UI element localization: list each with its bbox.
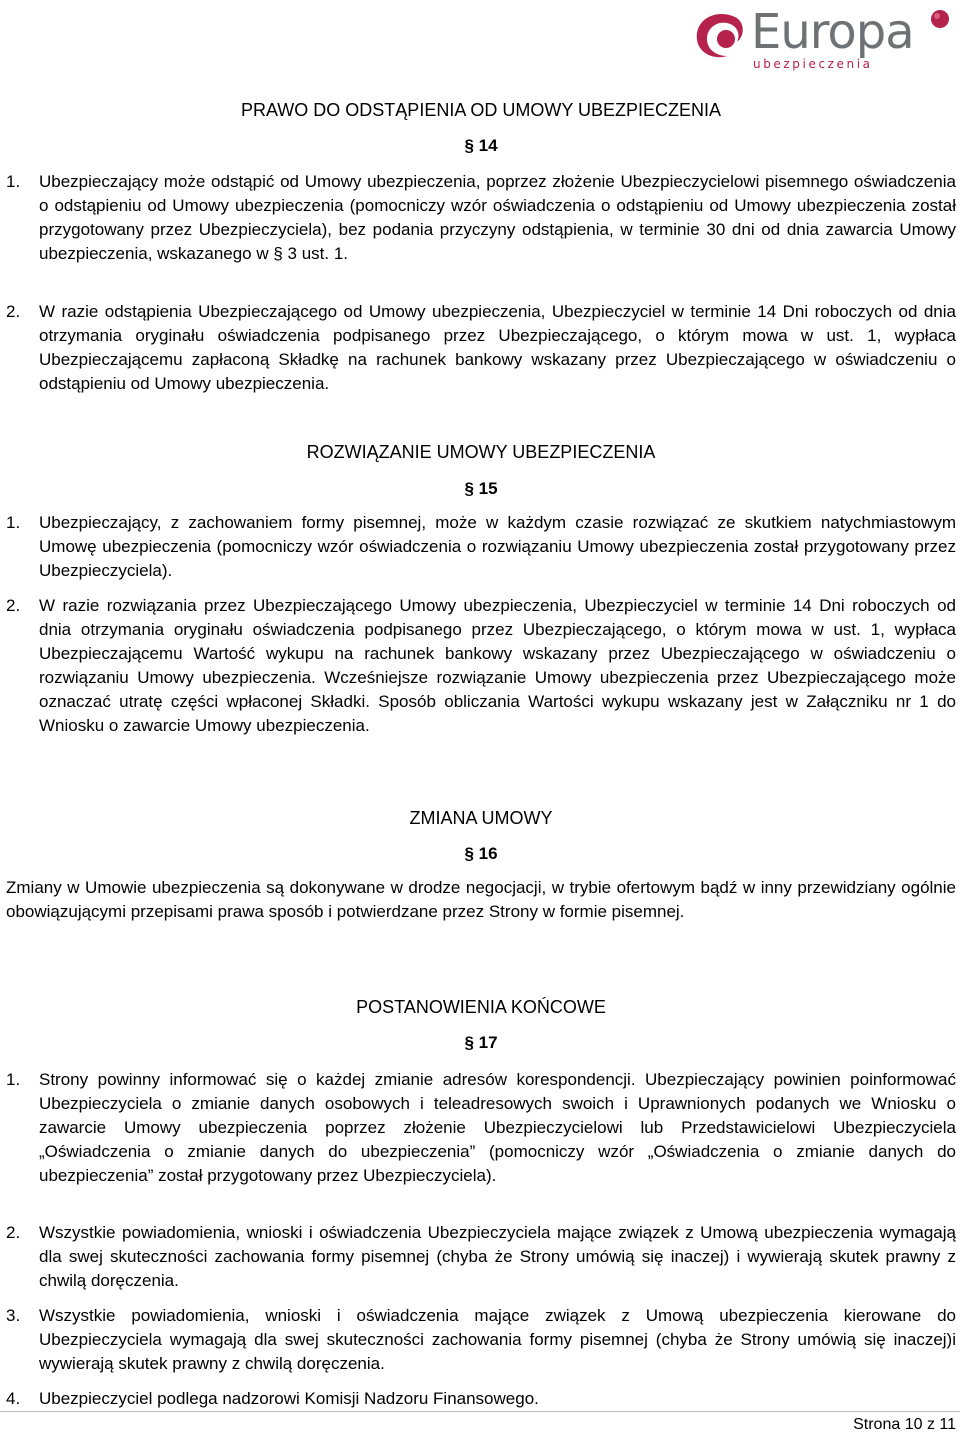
item-text: Ubezpieczyciel podlega nadzorowi Komisji Nadzoru Finansowego. [39,1389,539,1408]
section-14-title: PRAWO DO ODSTĄPIENIA OD UMOWY UBEZPIECZENIA [240,100,722,120]
section-15-item-2 [6,594,956,738]
section-16-title: ZMIANA UMOWY [409,808,553,828]
footer-divider [0,1411,960,1412]
section-15-number: § 15 [464,479,498,498]
section-17-title: POSTANOWIENIA KOŃCOWE [356,997,606,1017]
item-number: 4. [6,1389,21,1408]
item-number: 2. [6,596,21,615]
item-number: 1. [6,172,21,191]
logo-swirl-icon [693,10,751,62]
section-14-item-2 [6,300,956,396]
item-number: 1. [6,1070,21,1089]
logo-dot-icon [927,6,953,32]
item-text: Wszystkie powiadomienia, wnioski i oświadczenia mające związek z Umową ubezpieczenia kierowane do Ubezpieczyciela wymagają dla swej skuteczności zachowania formy pisemnej (chyba że Strony umówią się inaczej)i wywierają skutek prawny z chwilą doręczenia. [39,1306,956,1373]
section-17-item-4 [6,1387,956,1411]
item-text: W razie odstąpienia Ubezpieczającego od Umowy ubezpieczenia, Ubezpieczyciel w terminie 14 Dni roboczych od dnia otrzymania oryginału oświadczenia podpisanego przez Ubezpieczającego, o którym mowa w ust. 1, wypłaca Ubezpieczającemu zapłaconą Składkę na rachunek bankowy wskazany przez Ubezpieczającego w oświadczeniu o odstąpieniu od Umowy ubezpieczenia. [39,302,956,393]
section-17-item-1 [6,1068,956,1188]
section-17-item-2 [6,1221,956,1293]
section-14-item-1 [6,170,956,266]
item-text: Strony powinny informować się o każdej zmianie adresów korespondencji. Ubezpieczający powinien poinformować Ubezpieczyciela o zmianie danych osobowych i teleadresowych swoich i Uprawnionych podanych we Wniosku o zawarcie Umowy ubezpieczenia poprzez złożenie Ubezpieczycielowi lub Przedstawicielowi Ubezpieczyciela „Oświadczenia o zmianie danych do ubezpieczenia” (pomocniczy wzór „Oświadczenia o zmianie danych do ubezpieczenia” został przygotowany przez Ubezpieczyciela). [39,1070,956,1185]
item-text: Ubezpieczający, z zachowaniem formy pisemnej, może w każdym czasie rozwiązać ze skutkiem natychmiastowym Umowę ubezpieczenia (pomocniczy wzór oświadczenia o rozwiązaniu Umowy ubezpieczenia został przygotowany przez Ubezpieczyciela). [39,513,956,580]
logo-wordmark: Europa [751,4,914,60]
section-17-item-3 [6,1304,956,1376]
section-15-item-1 [6,511,956,583]
item-number: 3. [6,1306,21,1325]
section-16-number: § 16 [464,844,498,863]
section-17-number: § 17 [464,1033,498,1052]
europa-logo [693,4,955,74]
item-number: 1. [6,513,21,532]
section-15-title: ROZWIĄZANIE UMOWY UBEZPIECZENIA [306,442,656,462]
item-text: Ubezpieczający może odstąpić od Umowy ubezpieczenia, poprzez złożenie Ubezpieczycielowi pisemnego oświadczenia o odstąpieniu od Umowy ubezpieczenia (pomocniczy wzór oświadczenia o odstąpieniu od Umowy ubezpieczenia został przygotowany przez Ubezpieczyciela), bez podania przyczyny odstąpienia, w terminie 30 dni od dnia zawarcia Umowy ubezpieczenia, wskazanego w § 3 ust. 1. [39,172,956,263]
page-number: Strona 10 z 11 [853,1416,956,1433]
item-text: W razie rozwiązania przez Ubezpieczającego Umowy ubezpieczenia, Ubezpieczyciel w terminie 14 Dni roboczych od dnia otrzymania oryginału oświadczenia podpisanego przez Ubezpieczającego, o którym mowa w ust. 1, wypłaca Ubezpieczającemu Wartość wykupu na rachunek bankowy wskazany przez Ubezpieczającego w oświadczeniu o rozwiązaniu Umowy ubezpieczenia. Wcześniejsze rozwiązanie Umowy ubezpieczenia przez Ubezpieczającego może oznaczać utratę części wpłaconej Składki. Sposób obliczania Wartości wykupu wskazany jest w Załączniku nr 1 do Wniosku o zawarcie Umowy ubezpieczenia. [39,596,956,735]
section-16-text: Zmiany w Umowie ubezpieczenia są dokonywane w drodze negocjacji, w trybie ofertowym bądź w inny przewidziany ogólnie obowiązującymi przepisami prawa sposób i potwierdzane przez Strony w formie pisemnej. [6,878,956,921]
item-number: 2. [6,1223,21,1242]
item-number: 2. [6,302,21,321]
logo-subtitle: ubezpieczenia [753,57,873,71]
section-14-number: § 14 [464,136,498,155]
item-text: Wszystkie powiadomienia, wnioski i oświadczenia Ubezpieczyciela mające związek z Umową ubezpieczenia wymagają dla swej skuteczności zachowania formy pisemnej (chyba że Strony umówią się inaczej) i wywierają skutek prawny z chwilą doręczenia. [39,1223,956,1290]
